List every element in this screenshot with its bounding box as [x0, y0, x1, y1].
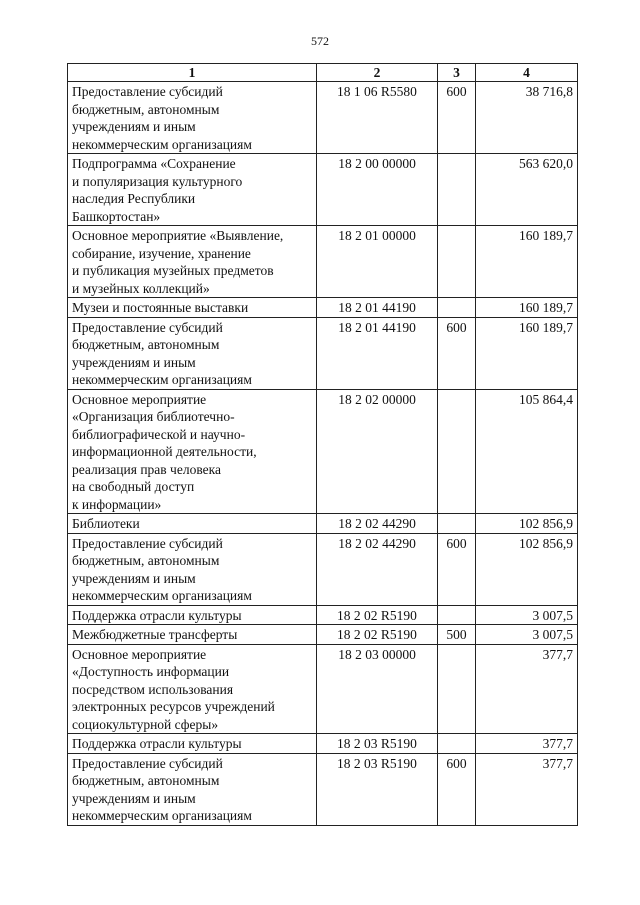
row-name-cell: Межбюджетные трансферты [68, 625, 317, 645]
row-name-cell: Основное мероприятие «Выявление, собирание, изучение, хранение и публикация музейных предметов и музейных коллекций» [68, 226, 317, 298]
column-header-name: 1 [68, 64, 317, 82]
row-name-cell: Библиотеки [68, 514, 317, 534]
row-expense-type-cell [438, 298, 476, 318]
table-row [68, 298, 578, 318]
table-row [68, 644, 578, 734]
row-name-cell: Предоставление субсидий бюджетным, автономным учреждениям и иным некоммерческим организациям [68, 753, 317, 825]
row-name-cell: Поддержка отрасли культуры [68, 605, 317, 625]
row-expense-type-cell [438, 734, 476, 754]
row-code-cell: 18 2 03 00000 [317, 644, 438, 734]
row-amount-cell: 160 189,7 [476, 298, 578, 318]
row-expense-type-cell: 600 [438, 533, 476, 605]
page-number: 572 [311, 34, 329, 48]
row-code-cell: 18 2 02 R5190 [317, 605, 438, 625]
row-amount-cell: 377,7 [476, 753, 578, 825]
row-name-cell: Предоставление субсидий бюджетным, автономным учреждениям и иным некоммерческим организациям [68, 82, 317, 154]
row-code-cell: 18 2 02 44290 [317, 514, 438, 534]
table-row [68, 625, 578, 645]
row-amount-cell: 38 716,8 [476, 82, 578, 154]
column-header-type: 3 [438, 64, 476, 82]
table-row [68, 226, 578, 298]
row-code-cell: 18 2 03 R5190 [317, 734, 438, 754]
row-code-cell: 18 2 01 00000 [317, 226, 438, 298]
row-code-cell: 18 2 02 00000 [317, 389, 438, 514]
row-code-cell: 18 2 02 R5190 [317, 625, 438, 645]
table-row [68, 753, 578, 825]
row-amount-cell: 160 189,7 [476, 226, 578, 298]
table-row [68, 389, 578, 514]
row-expense-type-cell: 600 [438, 317, 476, 389]
table-row [68, 605, 578, 625]
row-name-cell: Основное мероприятие «Доступность информации посредством использования электронных ресурсов учреждений социокультурной сферы» [68, 644, 317, 734]
row-amount-cell: 3 007,5 [476, 605, 578, 625]
table-row [68, 317, 578, 389]
row-code-cell: 18 2 00 00000 [317, 154, 438, 226]
row-expense-type-cell [438, 389, 476, 514]
table-row [68, 533, 578, 605]
table-row [68, 154, 578, 226]
row-expense-type-cell: 500 [438, 625, 476, 645]
row-code-cell: 18 2 01 44190 [317, 317, 438, 389]
column-header-amount: 4 [476, 64, 578, 82]
row-code-cell: 18 1 06 R5580 [317, 82, 438, 154]
row-amount-cell: 102 856,9 [476, 533, 578, 605]
row-amount-cell: 563 620,0 [476, 154, 578, 226]
row-name-cell: Поддержка отрасли культуры [68, 734, 317, 754]
row-expense-type-cell [438, 644, 476, 734]
row-code-cell: 18 2 02 44290 [317, 533, 438, 605]
table-row [68, 514, 578, 534]
row-amount-cell: 102 856,9 [476, 514, 578, 534]
budget-table [67, 63, 578, 826]
row-expense-type-cell [438, 226, 476, 298]
row-amount-cell: 377,7 [476, 734, 578, 754]
row-code-cell: 18 2 03 R5190 [317, 753, 438, 825]
row-expense-type-cell: 600 [438, 82, 476, 154]
row-amount-cell: 377,7 [476, 644, 578, 734]
row-name-cell: Предоставление субсидий бюджетным, автономным учреждениям и иным некоммерческим организациям [68, 317, 317, 389]
row-amount-cell: 3 007,5 [476, 625, 578, 645]
table-header-row [68, 64, 578, 82]
row-amount-cell: 160 189,7 [476, 317, 578, 389]
row-expense-type-cell [438, 154, 476, 226]
row-amount-cell: 105 864,4 [476, 389, 578, 514]
row-name-cell: Основное мероприятие «Организация библиотечно- библиографической и научно- информационной деятельности, реализация прав человека на свободный доступ к информации» [68, 389, 317, 514]
row-name-cell: Подпрограмма «Сохранение и популяризация культурного наследия Республики Башкортостан» [68, 154, 317, 226]
table-row [68, 734, 578, 754]
table-row [68, 82, 578, 154]
row-expense-type-cell: 600 [438, 753, 476, 825]
row-name-cell: Предоставление субсидий бюджетным, автономным учреждениям и иным некоммерческим организациям [68, 533, 317, 605]
row-expense-type-cell [438, 514, 476, 534]
row-code-cell: 18 2 01 44190 [317, 298, 438, 318]
row-name-cell: Музеи и постоянные выставки [68, 298, 317, 318]
row-expense-type-cell [438, 605, 476, 625]
column-header-code: 2 [317, 64, 438, 82]
